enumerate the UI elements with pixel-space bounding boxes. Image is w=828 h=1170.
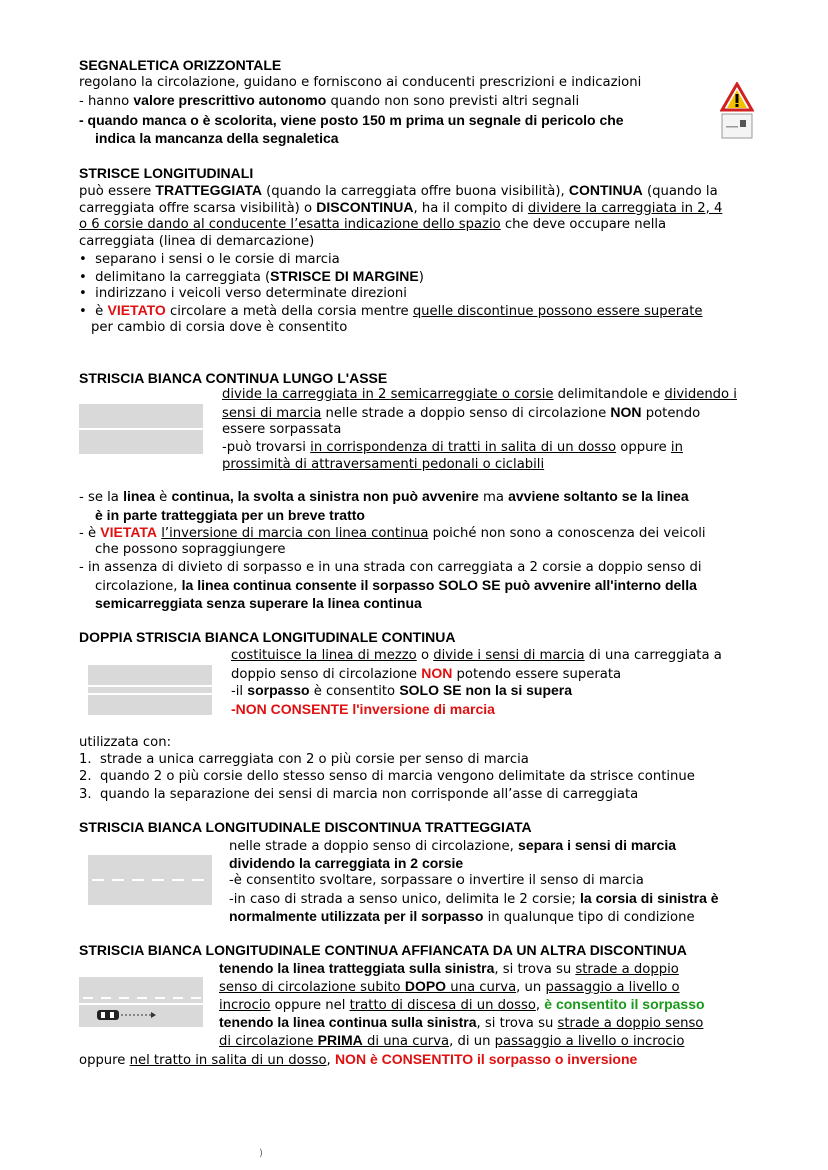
s5-bottom-line: oppure nel tratto in salita di un dosso, NON è CONSENTITO il sorpasso o inversione (79, 1051, 638, 1068)
car-icon (97, 1009, 157, 1025)
intro-bullet-1: - hanno valore prescrittivo autonomo quando non sono previsti altri segnali (79, 92, 580, 109)
s5-right-2: senso di circolazione subito DOPO una curva, un passaggio a livello o (219, 978, 680, 995)
s1-line-3: o 6 corsie dando al conducente l’esatta indicazione dello spazio che deve occupare nella (79, 217, 667, 232)
s2-right-4: -può trovarsi in corrispondenza di tratti in salita di un dosso oppure in (222, 440, 683, 455)
page-title: SEGNALETICA ORIZZONTALE (79, 57, 282, 73)
page-footer-mark: ) (259, 1148, 263, 1159)
s2-note-1: - se la linea è continua, la svolta a sinistra non può avvenire ma avviene soltanto se la linea (79, 488, 689, 505)
s4-right-2: dividendo la carreggiata in 2 corsie (229, 855, 464, 871)
s2-note-3b: circolazione, la linea continua consente il sorpasso SOLO SE può avvenire all'interno della (95, 577, 697, 594)
section-title-discontinua: STRISCIA BIANCA LONGITUDINALE DISCONTINUA TRATTEGGIATA (79, 819, 532, 835)
s2-right-3: essere sorpassata (222, 422, 342, 437)
s3-list-item-2: 2. quando 2 o più corsie dello stesso senso di marcia vengono delimitate da strisce continue (79, 769, 695, 784)
section-title-continua-affiancata: STRISCIA BIANCA LONGITUDINALE CONTINUA AFFIANCATA DA UN ALTRA DISCONTINUA (79, 942, 687, 958)
s3-right-2: doppio senso di circolazione NON potendo essere superata (231, 665, 622, 682)
s3-right-4: -NON CONSENTE l'inversione di marcia (231, 701, 495, 717)
s2-right-2: sensi di marcia nelle strade a doppio senso di circolazione NON potendo (222, 404, 701, 421)
section-title-strisce-longitudinali: STRISCE LONGITUDINALI (79, 165, 254, 181)
warning-sign-icon (720, 82, 754, 140)
intro-bullet-2b: indica la mancanza della segnaletica (95, 130, 339, 146)
s5-right-5: di circolazione PRIMA di una curva, di un passaggio a livello o incrocio (219, 1032, 685, 1049)
road-illustration-tratteggiata (88, 855, 212, 905)
s3-right-3: -il sorpasso è consentito SOLO SE non la si supera (231, 682, 573, 699)
s2-note-3c: semicarreggiata senza superare la linea continua (95, 595, 422, 611)
s5-right-3: incrocio oppure nel tratto di discesa di un dosso, è consentito il sorpasso (219, 996, 705, 1013)
s1-bullet-2: • delimitano la carreggiata (STRISCE DI MARGINE) (79, 268, 424, 285)
s1-bullet-4b: per cambio di corsia dove è consentito (91, 320, 348, 335)
s4-right-1: nelle strade a doppio senso di circolazione, separa i sensi di marcia (229, 837, 677, 854)
s3-list-item-1: 1. strade a unica carreggiata con 2 o più corsie per senso di marcia (79, 752, 529, 767)
s2-note-1b: è in parte tratteggiata per un breve tratto (95, 507, 365, 523)
s3-used-with: utilizzata con: (79, 735, 172, 750)
intro-bullet-2: - quando manca o è scolorita, viene posto 150 m prima un segnale di pericolo che (79, 112, 624, 128)
s1-line-4: carreggiata (linea di demarcazione) (79, 234, 315, 249)
road-illustration-affiancata (79, 977, 203, 1027)
s2-note-2b: che possono sopraggiungere (95, 542, 286, 557)
s2-right-1: divide la carreggiata in 2 semicarreggiate o corsie delimitandole e dividendo i (222, 387, 737, 402)
s3-right-1: costituisce la linea di mezzo o divide i sensi di marcia di una carreggiata a (231, 648, 722, 663)
s3-list-item-3: 3. quando la separazione dei sensi di marcia non corrisponde all’asse di carreggiata (79, 787, 639, 802)
s1-line-1: può essere TRATTEGGIATA (quando la carreggiata offre buona visibilità), CONTINUA (quando la (79, 182, 718, 199)
s1-bullet-4: • è VIETATO circolare a metà della corsia mentre quelle discontinue possono essere superate (79, 302, 703, 319)
s1-bullet-1: • separano i sensi o le corsie di marcia (79, 252, 340, 267)
s5-right-1: tenendo la linea tratteggiata sulla sinistra, si trova su strade a doppio (219, 960, 679, 977)
road-illustration-doppia (88, 665, 212, 715)
section-title-continua-asse: STRISCIA BIANCA CONTINUA LUNGO L'ASSE (79, 370, 388, 386)
s2-note-2: - è VIETATA l’inversione di marcia con linea continua poiché non sono a conoscenza dei veicoli (79, 524, 706, 541)
s1-bullet-3: • indirizzano i veicoli verso determinate direzioni (79, 286, 407, 301)
s4-right-3: -è consentito svoltare, sorpassare o invertire il senso di marcia (229, 873, 644, 888)
s4-right-5: normalmente utilizzata per il sorpasso in qualunque tipo di condizione (229, 908, 695, 925)
s4-right-4: -in caso di strada a senso unico, delimita le 2 corsie; la corsia di sinistra è (229, 890, 719, 907)
s2-note-3: - in assenza di divieto di sorpasso e in una strada con carreggiata a 2 corsie a doppio senso di (79, 560, 702, 575)
road-illustration-continua (79, 404, 203, 454)
s2-right-5: prossimità di attraversamenti pedonali o ciclabili (222, 457, 545, 472)
s5-right-4: tenendo la linea continua sulla sinistra, si trova su strade a doppio senso (219, 1014, 704, 1031)
intro-text: regolano la circolazione, guidano e forniscono ai conducenti prescrizioni e indicazioni (79, 75, 642, 90)
s1-line-2: carreggiata offre scarsa visibilità) o DISCONTINUA, ha il compito di dividere la carreggiata in 2, 4 (79, 199, 723, 216)
section-title-doppia-striscia: DOPPIA STRISCIA BIANCA LONGITUDINALE CONTINUA (79, 629, 456, 645)
